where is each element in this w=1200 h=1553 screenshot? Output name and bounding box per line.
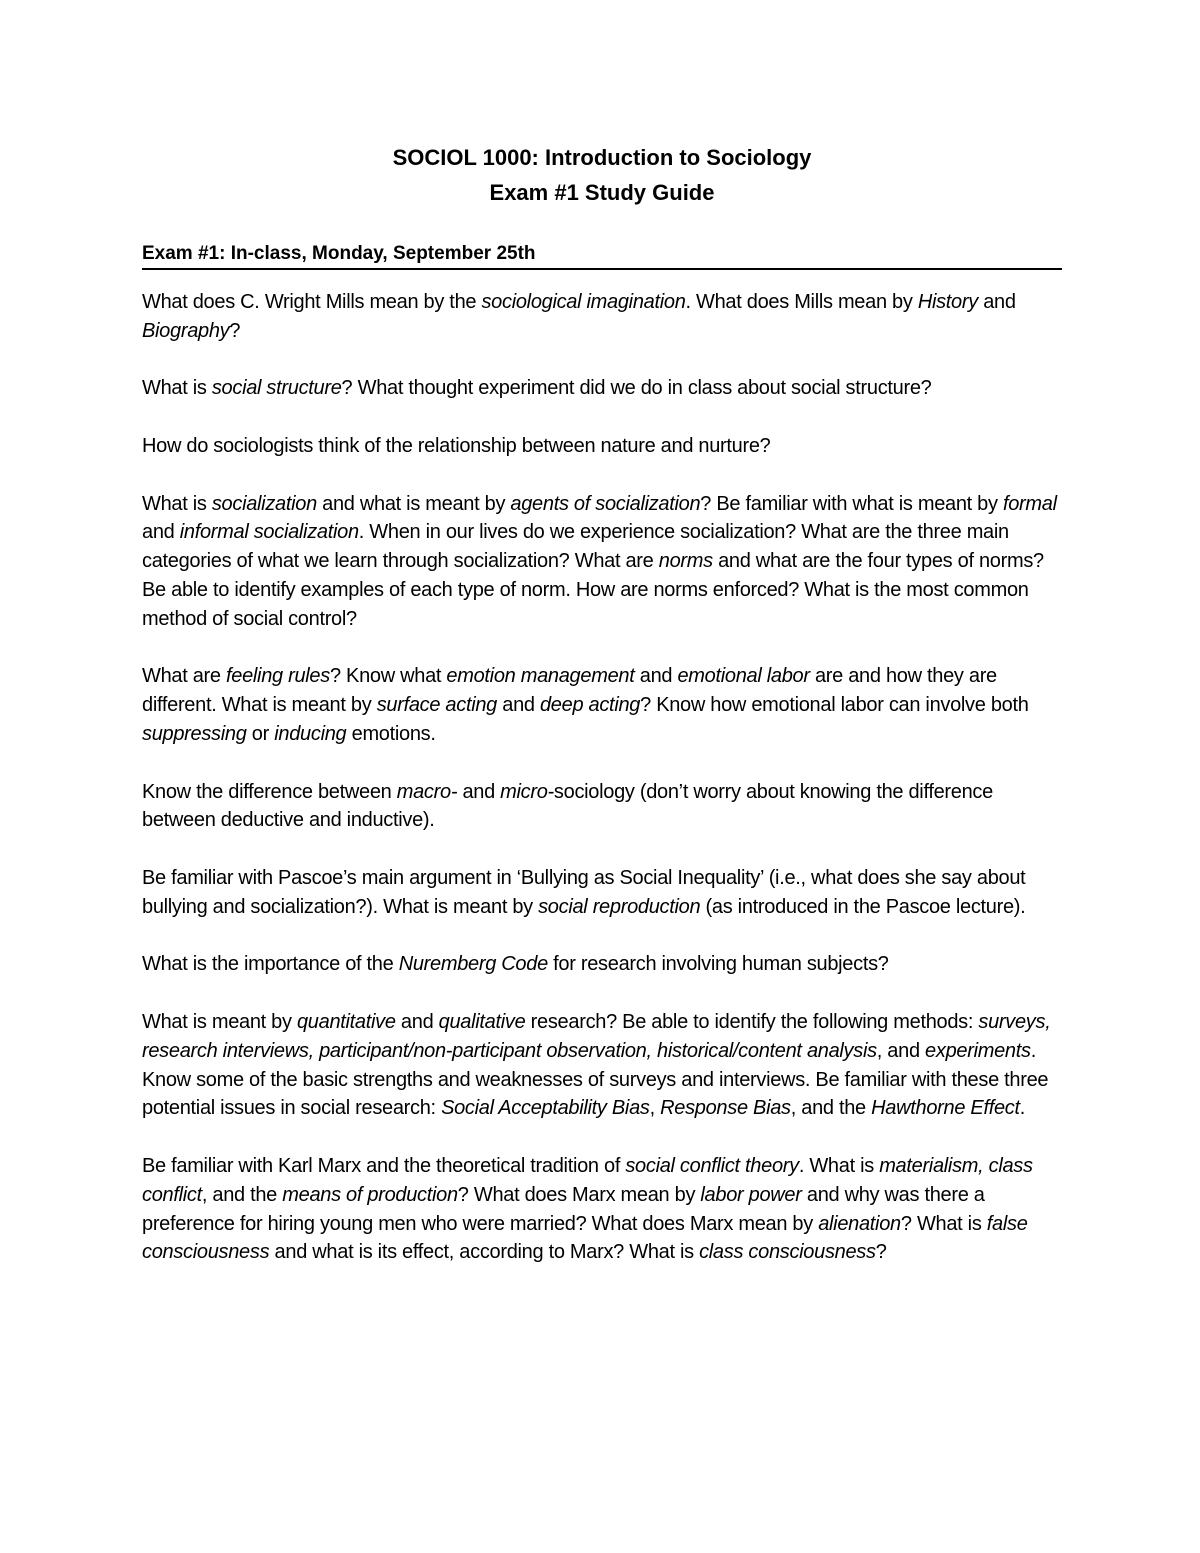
italic-term: alienation [818, 1212, 901, 1235]
italic-term: sociological imagination [481, 291, 686, 313]
text-run: , and [876, 1039, 926, 1062]
text-run: and why was there a preference for hiring young men who were married? What does Marx mean by [142, 1183, 985, 1235]
text-run: for research involving human subjects? [547, 953, 889, 976]
italic-term: social reproduction [538, 895, 701, 918]
text-run: ? [875, 1241, 887, 1264]
italic-term: materialism, class conflict [142, 1154, 1033, 1206]
text-run: What are [142, 665, 226, 688]
document-page [142, 140, 1062, 1267]
italic-term: surveys, research interviews, participant/non-participant observation, historical/content analysis [142, 1010, 1051, 1062]
italic-term: Response Bias [660, 1097, 791, 1120]
text-run: research? Be able to identify the following methods: [525, 1010, 979, 1033]
question-paragraph [142, 1152, 1062, 1267]
text-run: and what are the four types of norms? Be able to identify examples of each type of norm. How are norms enforced? What is the most common method of social control? [142, 550, 1044, 630]
text-run: . What does Mills mean by [685, 291, 918, 313]
question-paragraph [142, 950, 1062, 979]
italic-term: micro- [500, 780, 554, 803]
text-run: ? Be familiar with what is meant by [700, 492, 1003, 515]
italic-term: means of production [282, 1183, 458, 1206]
text-run: . Know some of the basic strengths and weaknesses of surveys and interviews. Be familiar with these three potential issues in social research: [142, 1039, 1049, 1120]
text-run: and [977, 291, 1016, 313]
italic-term: agents of socialization [510, 492, 701, 515]
text-run: ? What is [900, 1212, 987, 1235]
text-run: and [142, 521, 180, 544]
italic-term: surface acting [376, 694, 497, 717]
italic-term: false consciousness [142, 1212, 1028, 1264]
italic-term: social conflict theory [625, 1154, 799, 1177]
text-run: . [1019, 1097, 1026, 1120]
text-run: ? What does Marx mean by [457, 1183, 701, 1206]
text-run: . When in our lives do we experience socialization? What are the three main categories of what we learn through socialization? What are [142, 521, 1009, 573]
italic-term: Hawthorne Effect [871, 1097, 1020, 1120]
text-run: . What is [798, 1154, 880, 1177]
question-paragraph [142, 1008, 1062, 1123]
italic-term: experiments [925, 1039, 1031, 1062]
text-run: ? [229, 319, 241, 342]
italic-term: History [917, 291, 978, 313]
italic-term: emotion management [446, 665, 635, 688]
text-run: or [246, 722, 275, 745]
text-run: ? Know what [329, 665, 447, 688]
guide-title: Exam #1 Study Guide [489, 180, 715, 205]
text-run: ? What thought experiment did we do in class about social structure? [341, 377, 932, 400]
study-questions [142, 288, 1062, 1267]
text-run: , and the [790, 1097, 872, 1120]
text-run: , and the [201, 1183, 283, 1206]
text-run: What is the importance of the [142, 953, 399, 976]
italic-term: social structure [211, 377, 342, 400]
text-run: What is [142, 492, 212, 515]
question-paragraph [142, 490, 1062, 634]
italic-term: feeling rules [226, 665, 330, 688]
text-run: emotions. [346, 722, 436, 745]
text-run: Know the difference between [142, 780, 397, 803]
italic-term: macro- [396, 780, 458, 803]
text-run: and [634, 665, 678, 688]
text-run: and [395, 1010, 439, 1033]
italic-term: formal [1002, 492, 1057, 515]
italic-term: socialization [211, 492, 317, 515]
text-run: and [457, 780, 501, 803]
text-run: (as introduced in the Pascoe lecture). [700, 895, 1026, 918]
text-run: What does C. Wright Mills mean by the [142, 291, 482, 313]
text-run: Be familiar with Karl Marx and the theoretical tradition of [142, 1154, 626, 1177]
text-run: are and how they are different. What is meant by [142, 665, 997, 717]
italic-term: Social Acceptability Bias [441, 1097, 650, 1120]
text-run: What is [142, 377, 212, 400]
italic-term: quantitative [296, 1010, 396, 1033]
text-run: What is meant by [142, 1010, 297, 1033]
question-paragraph [142, 662, 1062, 748]
italic-term: informal socialization [179, 521, 359, 544]
question-paragraph [142, 864, 1062, 922]
text-run: and what is meant by [316, 492, 511, 515]
italic-term: class consciousness [699, 1241, 876, 1264]
italic-term: Nuremberg Code [398, 953, 548, 976]
course-title: SOCIOL 1000: Introduction to Sociology [392, 145, 812, 170]
italic-term: norms [658, 550, 713, 573]
question-paragraph [142, 778, 1062, 836]
text-run: and what is its effect, according to Marx? What is [269, 1241, 700, 1264]
question-paragraph [142, 374, 1062, 403]
italic-term: inducing [274, 722, 347, 745]
italic-term: suppressing [142, 722, 247, 745]
italic-term: emotional labor [677, 665, 810, 688]
italic-term: labor power [700, 1183, 802, 1206]
text-run: Be familiar with Pascoe’s main argument in ‘Bullying as Social Inequality’ (i.e., what does she say about bullying and socialization?). What is meant by [142, 866, 1026, 918]
text-run: How do sociologists think of the relationship between nature and nurture? [142, 434, 771, 457]
italic-term: deep acting [539, 694, 641, 717]
text-run: ? Know how emotional labor can involve both [640, 694, 1029, 717]
italic-term: Biography [142, 319, 230, 342]
question-paragraph [142, 432, 1062, 461]
text-run: and [497, 694, 540, 717]
question-paragraph [142, 288, 1062, 346]
exam-date-heading: Exam #1: In-class, Monday, September 25th [142, 240, 1062, 270]
text-run: sociology (don’t worry about knowing the difference between deductive and inductive). [142, 780, 993, 832]
italic-term: qualitative [438, 1010, 526, 1033]
text-run: , [649, 1097, 661, 1120]
